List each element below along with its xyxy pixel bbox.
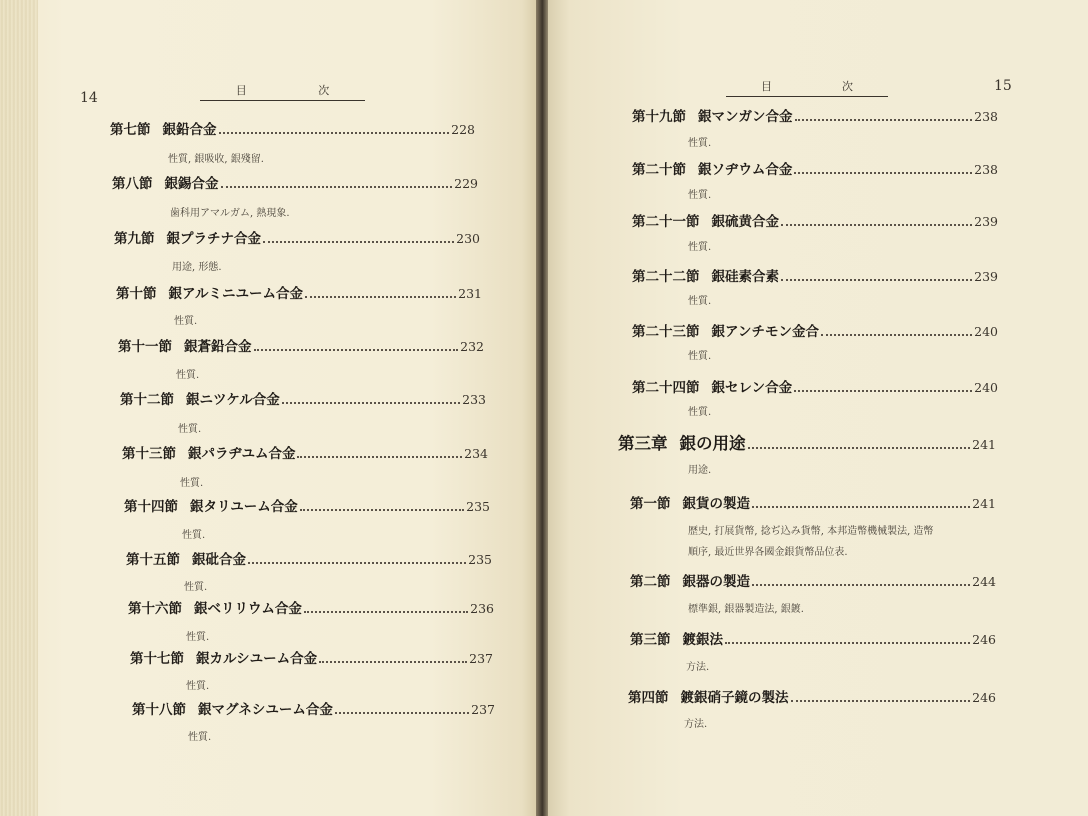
toc-entry[interactable] xyxy=(114,227,480,247)
section-title: 銀ベリリウム合金 xyxy=(194,601,302,617)
leader-dots xyxy=(297,456,462,458)
toc-entry[interactable] xyxy=(120,388,486,408)
leader-dots xyxy=(248,562,466,564)
leader-dots xyxy=(748,447,971,449)
toc-entry[interactable] xyxy=(118,335,484,355)
section-title: 銀錫合金 xyxy=(164,176,219,192)
leader-dots xyxy=(300,509,464,511)
section-number: 第一節 xyxy=(630,496,671,512)
section-number: 第二十一節 xyxy=(632,214,700,230)
page-ref: 241 xyxy=(972,437,996,452)
section-title: 鍍銀硝子鏡の製法 xyxy=(680,690,789,706)
toc-entry[interactable] xyxy=(632,210,998,230)
leader-dots xyxy=(221,186,453,188)
entry-subtopics-continued: 順序, 最近世界各國金銀貨幣品位表. xyxy=(688,547,848,558)
entry-subtopics: 性質. xyxy=(182,530,206,541)
entry-subtopics: 方法. xyxy=(684,719,708,730)
section-title: 銀砒合金 xyxy=(192,552,246,568)
toc-entry[interactable] xyxy=(632,376,998,396)
toc-entry[interactable] xyxy=(632,320,998,340)
entry-subtopics: 性質. xyxy=(188,732,212,743)
section-number: 第十七節 xyxy=(130,651,184,667)
page-ref: 239 xyxy=(974,214,998,229)
section-number: 第四節 xyxy=(628,690,669,706)
toc-entry[interactable] xyxy=(630,628,996,648)
leader-dots xyxy=(725,642,970,644)
section-number: 第十四節 xyxy=(124,499,178,515)
page-ref: 237 xyxy=(469,651,493,666)
section-number: 第十一節 xyxy=(118,339,172,355)
toc-entry[interactable] xyxy=(130,647,493,667)
leader-dots xyxy=(794,172,972,174)
leader-dots xyxy=(304,611,468,613)
section-title: 銀プラチナ合金 xyxy=(166,231,261,247)
entry-subtopics: 歴史, 打展貨幣, 捻ぢ込み貨幣, 本邦造幣機械製法, 造幣 xyxy=(688,526,934,537)
entry-subtopics: 性質. xyxy=(186,632,210,643)
leader-dots xyxy=(795,119,973,121)
section-title: 銀タリユーム合金 xyxy=(190,499,298,515)
section-number: 第八節 xyxy=(112,176,153,192)
entry-subtopics: 性質, 銀吸收, 銀殘留. xyxy=(168,154,264,165)
leader-dots xyxy=(791,700,971,702)
entry-subtopics: 性質. xyxy=(688,296,712,307)
section-number: 第二十二節 xyxy=(632,269,700,285)
leader-dots xyxy=(752,584,970,586)
section-title: 銀セレン合金 xyxy=(711,380,793,396)
section-number: 第二十四節 xyxy=(632,380,700,396)
section-title: 鍍銀法 xyxy=(682,632,723,648)
page-edges xyxy=(0,0,38,816)
section-title: 銀硫黄合金 xyxy=(711,214,779,230)
section-number: 第十三節 xyxy=(122,446,176,462)
running-head-char: 次 xyxy=(318,84,330,97)
entry-subtopics: 標準銀, 銀器製造法, 銀鍍. xyxy=(688,604,804,615)
toc-entry[interactable] xyxy=(110,118,475,138)
toc-entry[interactable] xyxy=(128,597,494,617)
leader-dots xyxy=(752,506,970,508)
section-title: 銀鉛合金 xyxy=(162,122,217,138)
section-title: 銀マンガン合金 xyxy=(698,109,793,125)
toc-entry[interactable] xyxy=(628,686,996,706)
right-page xyxy=(548,0,1088,816)
entry-subtopics: 性質. xyxy=(176,370,200,381)
right-running-head xyxy=(726,78,888,97)
section-title: 銀アルミニユーム合金 xyxy=(168,286,303,302)
right-page-number: 15 xyxy=(994,78,1012,94)
page-ref: 228 xyxy=(451,122,475,137)
toc-entry[interactable] xyxy=(630,492,996,512)
page-ref: 233 xyxy=(462,392,486,407)
page-ref: 244 xyxy=(972,574,996,589)
entry-subtopics: 性質. xyxy=(178,424,202,435)
section-title: 銀パラヂユム合金 xyxy=(188,446,296,462)
section-title: 銀ソヂウム合金 xyxy=(698,162,793,178)
leader-dots xyxy=(821,334,972,336)
toc-entry[interactable] xyxy=(132,698,495,718)
section-number: 第十六節 xyxy=(128,601,182,617)
toc-entry[interactable] xyxy=(126,548,492,568)
entry-subtopics: 性質. xyxy=(688,242,712,253)
section-number: 第九節 xyxy=(114,231,155,247)
entry-subtopics: 性質. xyxy=(688,138,712,149)
section-title: 銀マグネシユーム合金 xyxy=(198,702,333,718)
toc-entry[interactable] xyxy=(630,570,996,590)
left-running-head xyxy=(200,82,365,101)
section-number: 第十節 xyxy=(116,286,157,302)
toc-entry[interactable] xyxy=(122,442,488,462)
section-number: 第十八節 xyxy=(132,702,186,718)
section-title: 銀器の製造 xyxy=(682,574,750,590)
left-page-number: 14 xyxy=(80,90,98,106)
leader-dots xyxy=(781,224,972,226)
entry-subtopics: 性質. xyxy=(688,407,712,418)
entry-subtopics: 用途, 形態. xyxy=(172,262,222,273)
section-title: 銀カルシユーム合金 xyxy=(196,651,318,667)
entry-subtopics: 歯科用アマルガム, 熱現象. xyxy=(170,208,290,219)
leader-dots xyxy=(282,402,460,404)
section-number: 第七節 xyxy=(110,122,151,138)
section-number: 第二十三節 xyxy=(632,324,700,340)
running-head-char: 目 xyxy=(235,84,247,97)
toc-entry[interactable] xyxy=(632,265,998,285)
section-title: 銀貨の製造 xyxy=(682,496,750,512)
page-ref: 246 xyxy=(972,632,996,647)
left-page xyxy=(0,0,538,816)
section-title: 銀ニツケル合金 xyxy=(186,392,280,408)
leader-dots xyxy=(335,712,469,714)
entry-subtopics: 性質. xyxy=(180,478,204,489)
section-number: 第三節 xyxy=(630,632,671,648)
toc-entry[interactable] xyxy=(112,172,478,192)
toc-entry[interactable] xyxy=(124,495,490,515)
page-ref: 246 xyxy=(972,690,996,705)
section-number: 第十二節 xyxy=(120,392,174,408)
entry-subtopics: 性質. xyxy=(688,351,712,362)
page-ref: 231 xyxy=(458,286,482,301)
toc-entry[interactable] xyxy=(116,282,482,302)
section-number: 第二十節 xyxy=(632,162,686,178)
running-head-char: 目 xyxy=(761,80,772,93)
page-ref: 240 xyxy=(974,324,998,339)
entry-subtopics: 性質. xyxy=(186,681,210,692)
entry-subtopics: 性質. xyxy=(184,582,208,593)
toc-chapter-entry[interactable] xyxy=(618,430,996,454)
page-ref: 241 xyxy=(972,496,996,511)
toc-entry[interactable] xyxy=(632,105,998,125)
leader-dots xyxy=(263,241,454,243)
leader-dots xyxy=(781,279,972,281)
page-ref: 240 xyxy=(974,380,998,395)
leader-dots xyxy=(219,132,450,134)
entry-subtopics: 性質. xyxy=(688,190,712,201)
leader-dots xyxy=(305,296,456,298)
page-ref: 238 xyxy=(974,162,998,177)
page-ref: 235 xyxy=(468,552,492,567)
section-number: 第二節 xyxy=(630,574,671,590)
page-ref: 239 xyxy=(974,269,998,284)
entry-subtopics: 用途. xyxy=(688,465,712,476)
page-ref: 238 xyxy=(974,109,998,124)
chapter-number: 第三章 xyxy=(618,434,668,453)
entry-subtopics: 性質. xyxy=(174,316,198,327)
page-ref: 237 xyxy=(471,702,495,717)
section-title: 銀蒼鉛合金 xyxy=(184,339,252,355)
page-ref: 230 xyxy=(456,231,480,246)
page-ref: 235 xyxy=(466,499,490,514)
toc-entry[interactable] xyxy=(632,158,998,178)
section-number: 第十九節 xyxy=(632,109,686,125)
entry-subtopics: 方法. xyxy=(686,662,710,673)
page-ref: 234 xyxy=(464,446,488,461)
running-head-char: 次 xyxy=(842,80,853,93)
page-ref: 232 xyxy=(460,339,484,354)
leader-dots xyxy=(794,390,972,392)
leader-dots xyxy=(319,661,467,663)
page-ref: 236 xyxy=(470,601,494,616)
section-title: 銀硅素合素 xyxy=(711,269,779,285)
leader-dots xyxy=(254,349,459,351)
page-ref: 229 xyxy=(454,176,478,191)
section-number: 第十五節 xyxy=(126,552,180,568)
chapter-title: 銀の用途 xyxy=(679,434,746,453)
section-title: 銀アンチモン金合 xyxy=(711,324,819,340)
